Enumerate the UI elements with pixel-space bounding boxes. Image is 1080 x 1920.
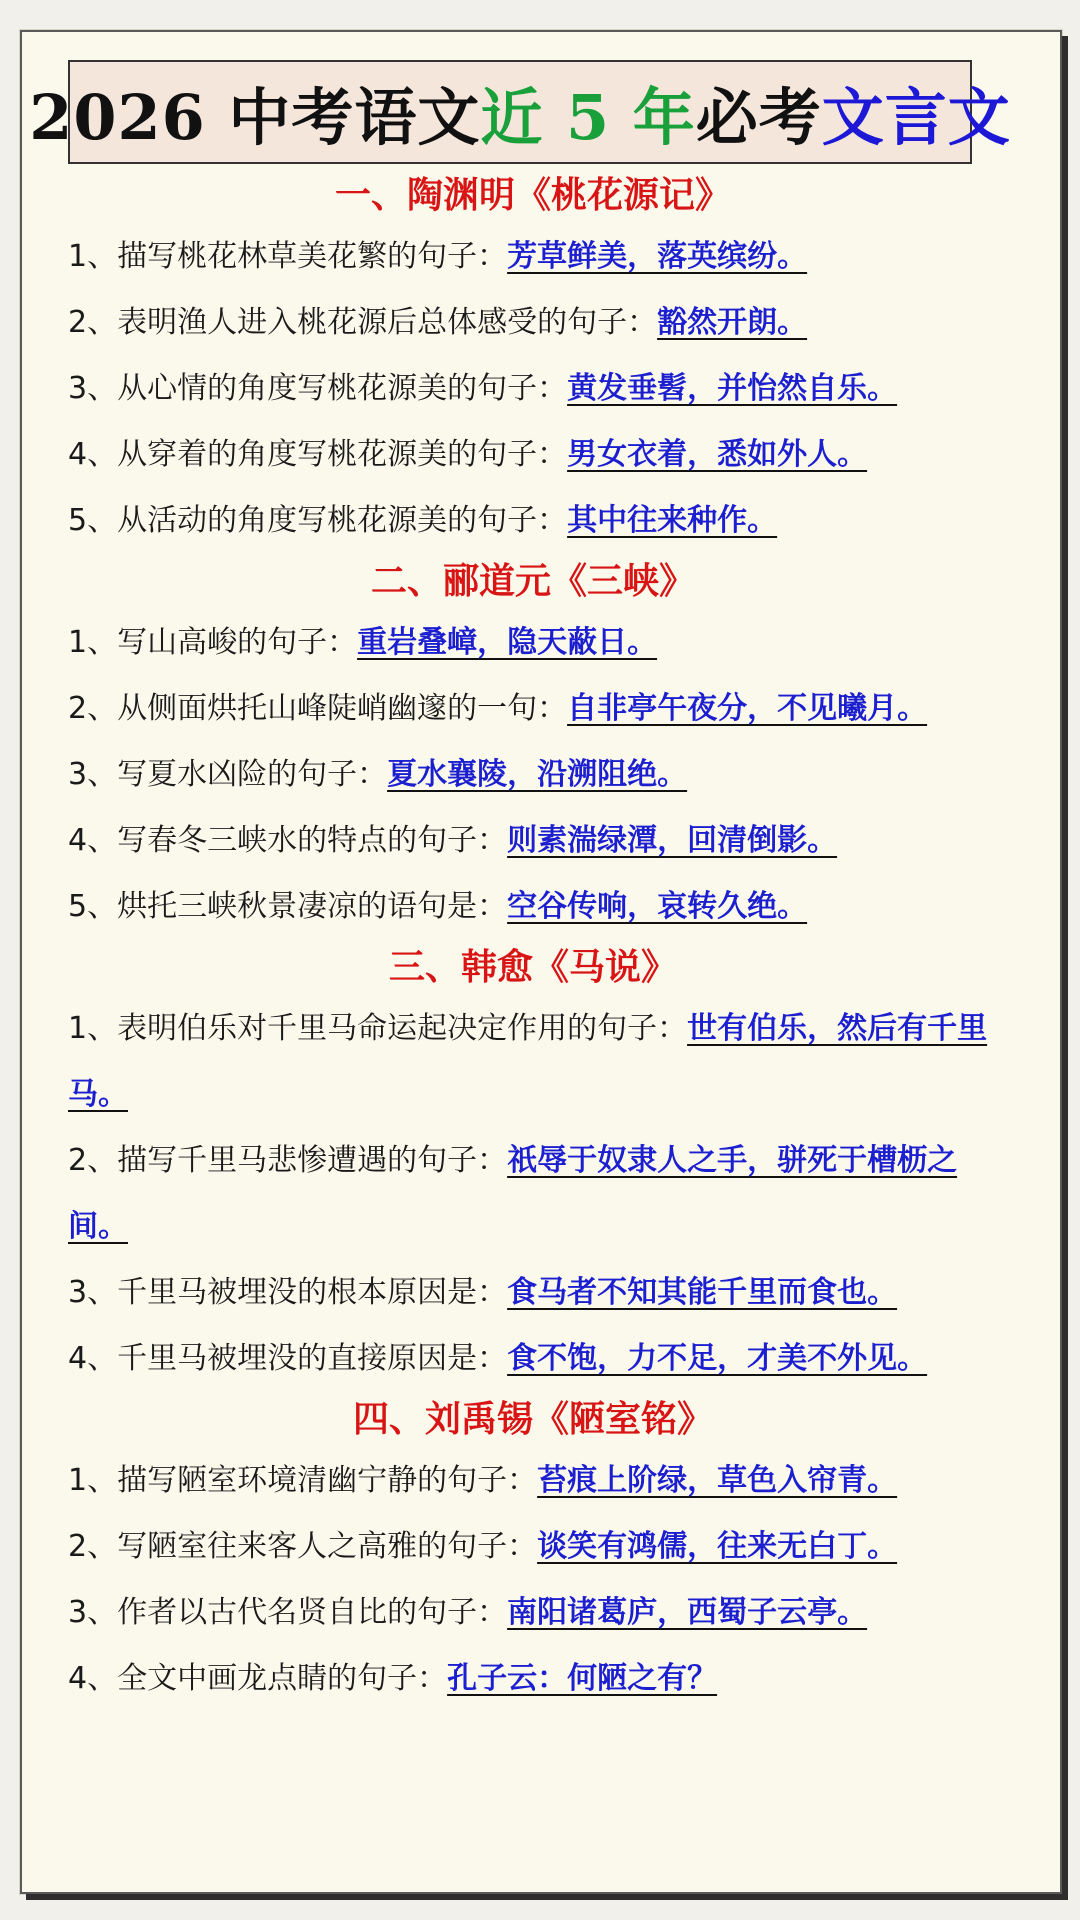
list-item	[68, 742, 998, 808]
answer-text: 豁然开朗。	[657, 305, 808, 340]
question-text: 3、写夏水凶险的句子：	[68, 757, 388, 792]
list-item	[68, 808, 998, 874]
answer-text: 空谷传响，哀转久绝。	[507, 889, 808, 924]
list-item	[68, 1128, 998, 1260]
question-text: 4、全文中画龙点睛的句子：	[68, 1661, 448, 1696]
section-sanxia	[68, 554, 998, 940]
answer-text: 则素湍绿潭，回清倒影。	[507, 823, 838, 858]
title-part-recent: 近 5 年	[480, 80, 696, 154]
list-item	[68, 422, 998, 488]
answer-text: 其中往来种作。	[567, 503, 778, 538]
answer-text: 南阳诸葛庐，西蜀子云亭。	[507, 1595, 868, 1630]
section-heading: 二、郦道元《三峡》	[370, 561, 695, 602]
question-text: 4、从穿着的角度写桃花源美的句子：	[68, 437, 568, 472]
answer-text: 芳草鲜美，落英缤纷。	[507, 239, 808, 274]
list-item	[68, 1326, 998, 1392]
list-item	[68, 1448, 998, 1514]
answer-text: 夏水襄陵，沿溯阻绝。	[387, 757, 688, 792]
question-text: 1、写山高峻的句子：	[68, 625, 358, 660]
question-text: 4、千里马被埋没的直接原因是：	[68, 1341, 508, 1376]
question-text: 3、从心情的角度写桃花源美的句子：	[68, 371, 568, 406]
question-text: 5、从活动的角度写桃花源美的句子：	[68, 503, 568, 538]
list-item	[68, 996, 998, 1128]
section-taohuayuanji	[68, 168, 998, 554]
question-text: 1、描写陋室环境清幽宁静的句子：	[68, 1463, 538, 1498]
list-item	[68, 356, 998, 422]
answer-text: 黄发垂髫，并怡然自乐。	[567, 371, 898, 406]
question-text: 2、从侧面烘托山峰陡峭幽邃的一句：	[68, 691, 568, 726]
answer-text: 重岩叠嶂，隐天蔽日。	[357, 625, 658, 660]
question-text: 2、表明渔人进入桃花源后总体感受的句子：	[68, 305, 658, 340]
answer-text: 祇辱于奴隶人之手，骈死于槽枥之间。	[68, 1143, 958, 1244]
answer-text: 食不饱，力不足，才美不外见。	[507, 1341, 928, 1376]
list-item	[68, 224, 998, 290]
section-heading: 三、韩愈《马说》	[388, 947, 677, 988]
answer-text: 谈笑有鸿儒，往来无白丁。	[537, 1529, 898, 1564]
title-part-classical: 文言文	[821, 80, 1011, 154]
answer-text: 男女衣着，悉如外人。	[567, 437, 868, 472]
list-item	[68, 676, 998, 742]
answer-text: 孔子云：何陋之有？	[447, 1661, 718, 1696]
question-text: 1、描写桃花林草美花繁的句子：	[68, 239, 508, 274]
list-item	[68, 1580, 998, 1646]
answer-text: 苔痕上阶绿，草色入帘青。	[537, 1463, 898, 1498]
page-title	[29, 60, 1011, 164]
question-text: 5、烘托三峡秋景凄凉的语句是：	[68, 889, 508, 924]
list-item	[68, 290, 998, 356]
question-text: 3、千里马被埋没的根本原因是：	[68, 1275, 508, 1310]
section-heading: 四、刘禹锡《陋室铭》	[352, 1399, 713, 1440]
answer-text: 自非亭午夜分，不见曦月。	[567, 691, 928, 726]
question-text: 2、描写千里马悲惨遭遇的句子：	[68, 1143, 508, 1178]
list-item	[68, 610, 998, 676]
list-item	[68, 1646, 998, 1712]
question-text: 4、写春冬三峡水的特点的句子：	[68, 823, 508, 858]
title-part-year: 2026 中考语文	[29, 80, 481, 154]
content	[68, 168, 998, 1712]
list-item	[68, 1514, 998, 1580]
list-item	[68, 1260, 998, 1326]
answer-text: 世有伯乐，然后有千里马。	[68, 1011, 988, 1112]
list-item	[68, 874, 998, 940]
question-text: 3、作者以古代名贤自比的句子：	[68, 1595, 508, 1630]
title-part-must: 必考	[695, 80, 822, 154]
section-heading: 一、陶渊明《桃花源记》	[334, 175, 731, 216]
list-item	[68, 488, 998, 554]
section-mashuo	[68, 940, 998, 1392]
question-text: 2、写陋室往来客人之高雅的句子：	[68, 1529, 538, 1564]
question-text: 1、表明伯乐对千里马命运起决定作用的句子：	[68, 1011, 688, 1046]
section-loushiming	[68, 1392, 998, 1712]
answer-text: 食马者不知其能千里而食也。	[507, 1275, 898, 1310]
